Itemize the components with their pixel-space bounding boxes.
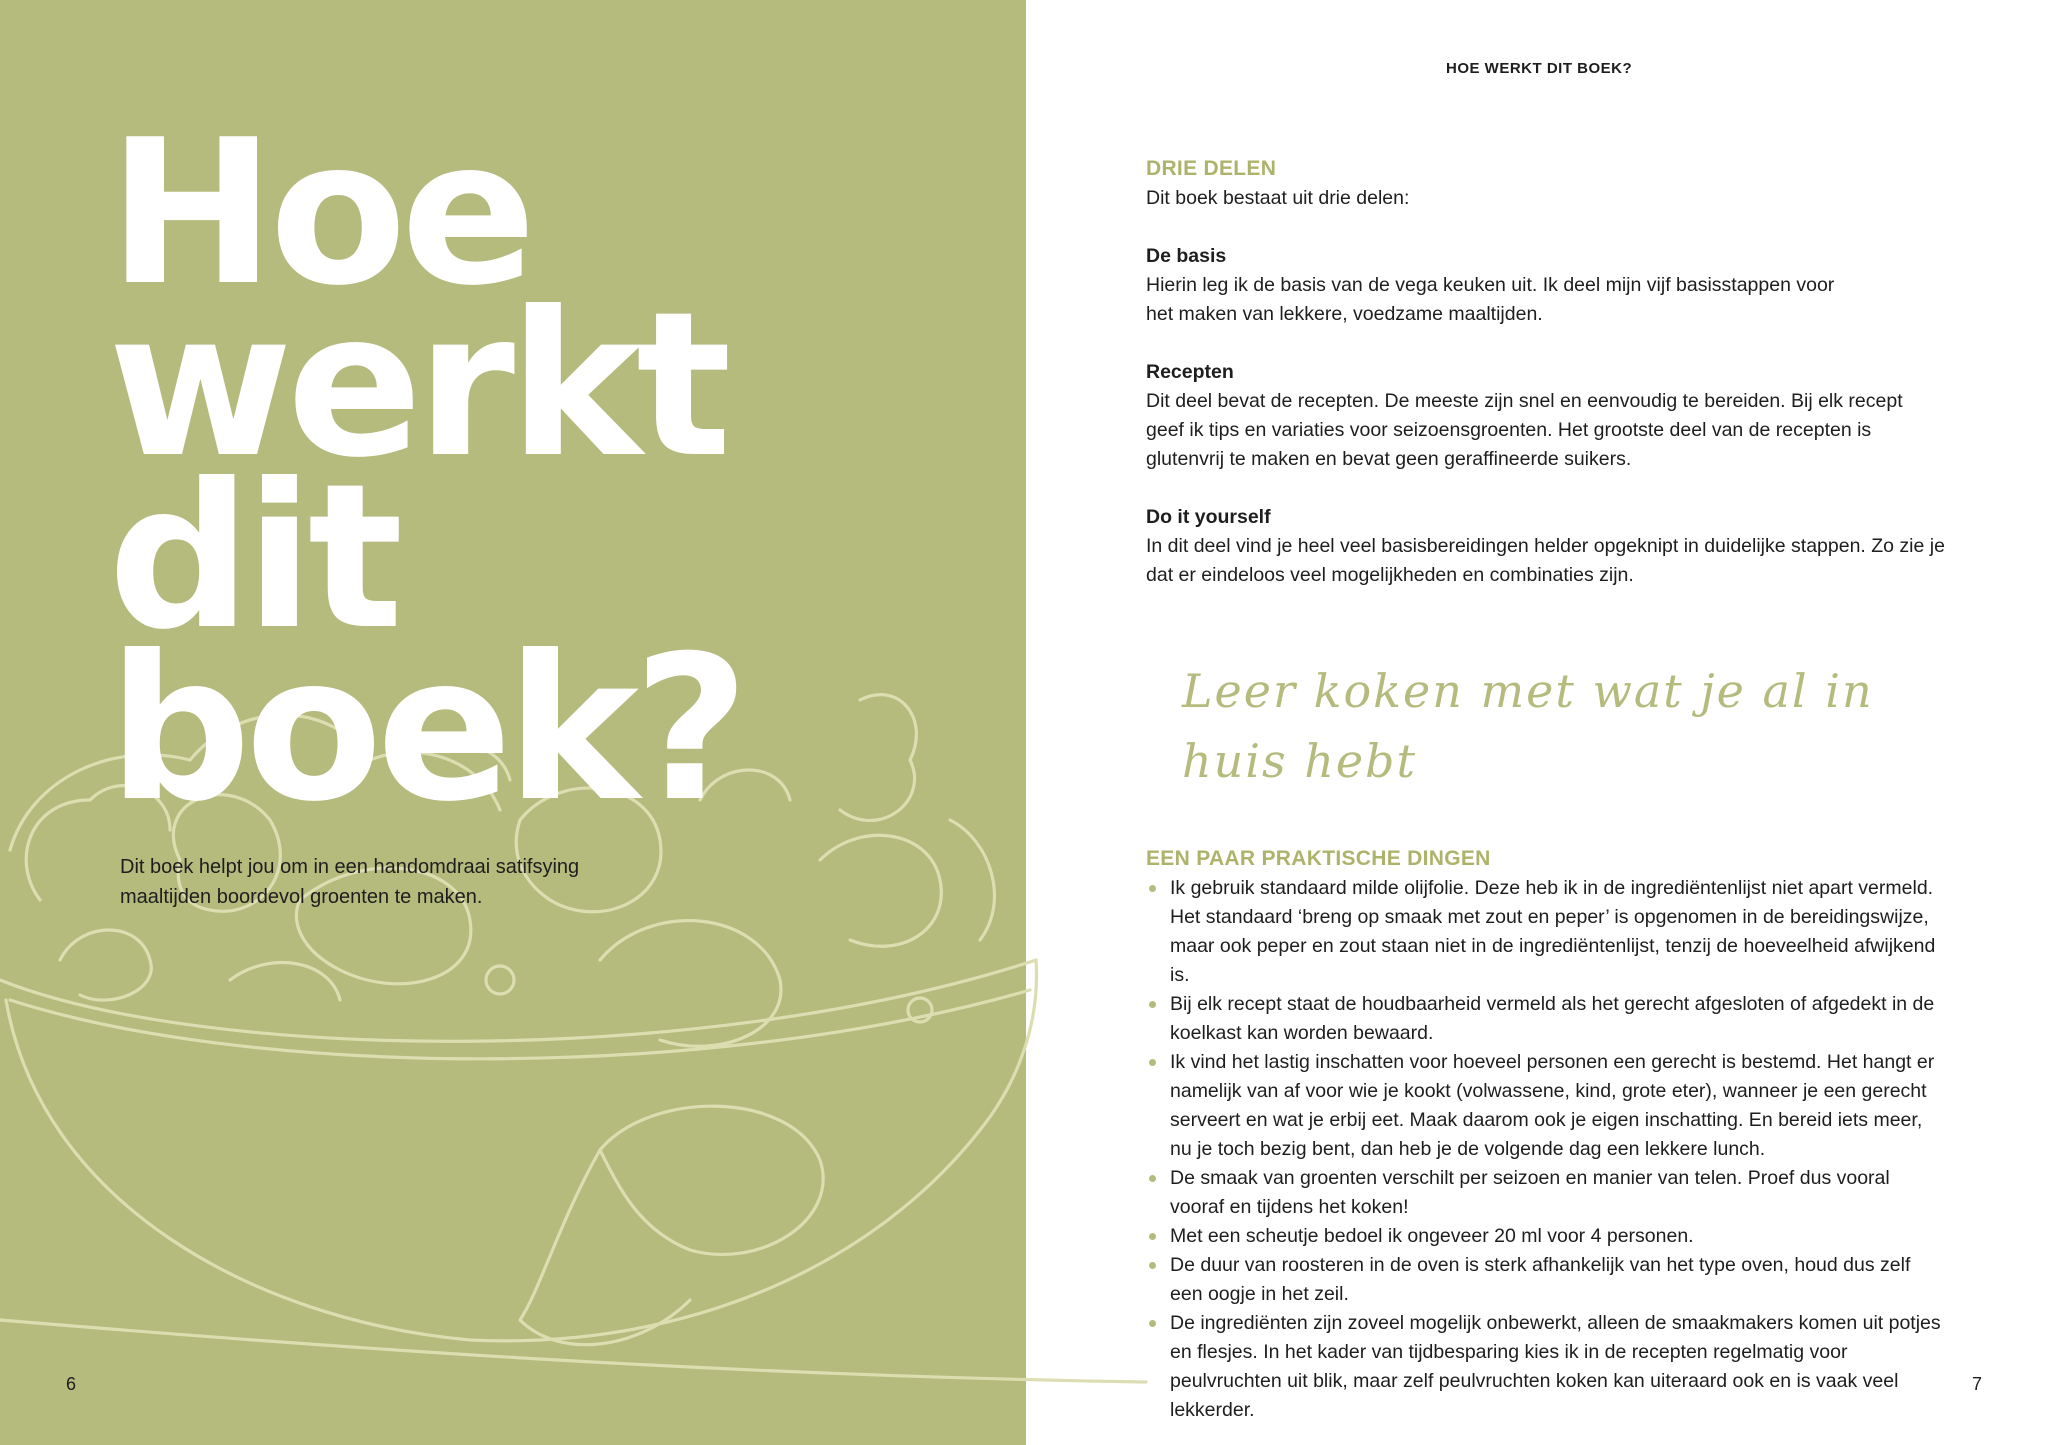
list-item: Bij elk recept staat de houdbaarheid vermeld als het gerecht afgesloten of afgedekt in de koelkast kan worden bewaard. xyxy=(1146,990,1946,1048)
part-recepten xyxy=(1146,358,1946,474)
list-item: Ik vind het lastig inschatten voor hoeveel personen een gerecht is bestemd. Het hangt er namelijk van af voor wie je kookt (volwassene, kind, grote eter), wanneer je een gerecht serveert en wat je erbij eet. Maak daarom ook je eigen inschatting. En bereid iets meer, nu je toch bezig bent, dan heb je de volgende dag een lekkere lunch. xyxy=(1146,1048,1946,1164)
list-item: De duur van roosteren in de oven is sterk afhankelijk van het type oven, houd dus zelf een oogje in het zeil. xyxy=(1146,1251,1946,1309)
running-head: HOE WERKT DIT BOEK? xyxy=(1446,60,1633,77)
page-number-left: 6 xyxy=(66,1374,77,1394)
part-title: Do it yourself xyxy=(1146,506,1271,528)
tips-list xyxy=(1146,874,1946,1425)
part-title: De basis xyxy=(1146,245,1227,267)
part-title: Recepten xyxy=(1146,361,1234,383)
title-line-3: dit xyxy=(108,441,398,674)
page-number-right: 7 xyxy=(1972,1374,1983,1394)
title-line-2: werkt xyxy=(108,269,726,502)
part-do-it-yourself xyxy=(1146,503,1946,590)
section-heading-praktische-dingen: EEN PAAR PRAKTISCHE DINGEN xyxy=(1146,847,1491,870)
handwritten-quote: Leer koken met wat je al in huis hebt xyxy=(1182,664,1874,788)
list-item: De smaak van groenten verschilt per seizoen en manier van telen. Proef dus vooral vooraf en tijdens het koken! xyxy=(1146,1164,1946,1222)
title-line-4: boek? xyxy=(108,613,744,846)
page-title xyxy=(108,97,744,846)
list-item: Met een scheutje bedoel ik ongeveer 20 ml voor 4 personen. xyxy=(1146,1222,1946,1251)
title-line-1: Hoe xyxy=(108,97,531,330)
part-de-basis xyxy=(1146,242,1946,329)
part-text: In dit deel vind je heel veel basisbereidingen helder opgeknipt in duidelijke stappen. Zo zie je dat er eindeloos veel mogelijkheden en combinaties zijn. xyxy=(1146,535,1945,586)
list-item: De ingrediënten zijn zoveel mogelijk onbewerkt, alleen de smaakmakers komen uit potjes en flesjes. In het kader van tijdbesparing kies ik in de recepten regelmatig voor peulvruchten uit blik, maar zelf peulvruchten koken kan uiteraard ook en is vaak veel lekkerder. xyxy=(1146,1309,1946,1425)
part-text: Hierin leg ik de basis van de vega keuken uit. Ik deel mijn vijf basisstappen voor het maken van lekkere, voedzame maaltijden. xyxy=(1146,274,1835,325)
right-page-content xyxy=(1146,154,1946,1425)
part-text: Dit deel bevat de recepten. De meeste zijn snel en eenvoudig te bereiden. Bij elk recept geef ik tips en variaties voor seizoensgroenten. Het grootste deel van de recepten is glutenvrij te maken en bevat geen geraffineerde suikers. xyxy=(1146,390,1903,470)
section-intro: Dit boek bestaat uit drie delen: xyxy=(1146,187,1410,209)
section-praktische-dingen xyxy=(1146,844,1946,1425)
section-heading-drie-delen: DRIE DELEN xyxy=(1146,157,1277,180)
intro-text: Dit boek helpt jou om in een handomdraai satifsying maaltijden boordevol groenten te maken. xyxy=(120,856,580,908)
list-item: Ik gebruik standaard milde olijfolie. Deze heb ik in de ingrediëntenlijst niet apart vermeld. Het standaard ‘breng op smaak met zout en peper’ is opgenomen in de bereidingswijze, maar ook peper en zout staan niet in de ingrediëntenlijst, tenzij de hoeveelheid afwijkend is. xyxy=(1146,874,1946,990)
